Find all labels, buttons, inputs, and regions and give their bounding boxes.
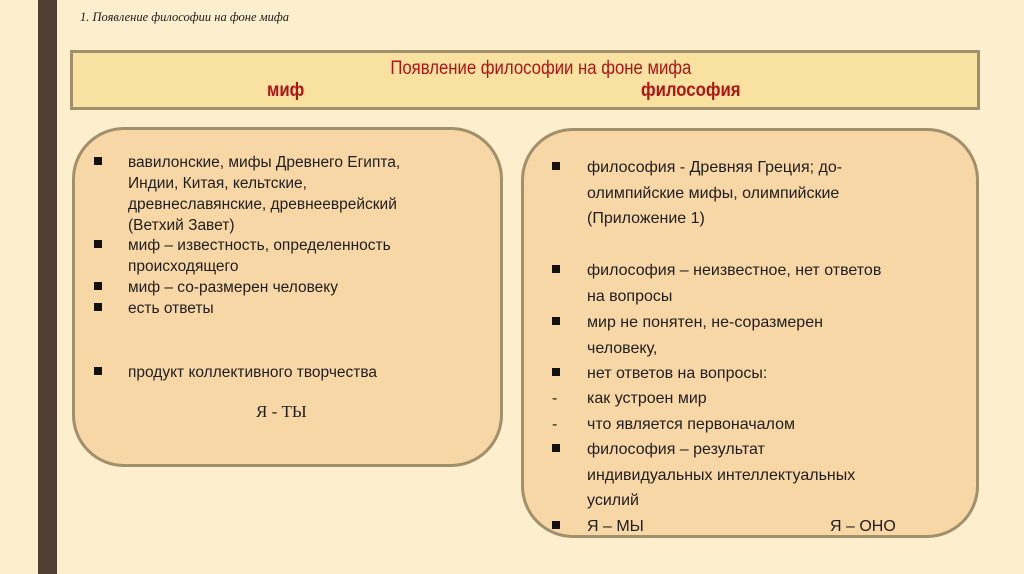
square-bullet-icon (552, 437, 572, 463)
item-line: философия – неизвестное, нет ответов (587, 262, 882, 279)
item-line: олимпийские мифы, олимпийские (587, 184, 840, 202)
item-line: есть ответы (128, 300, 214, 317)
header-title: Появление философии на фоне мифа (390, 58, 692, 79)
square-bullet-icon (94, 362, 114, 383)
item-line: как устроен мир (587, 390, 707, 407)
item-line: мир не понятен, не-соразмерен (587, 314, 823, 331)
square-bullet-icon (94, 298, 114, 319)
item-line: индивидуальных интеллектуальных (587, 466, 856, 484)
philosophy-sub-item (552, 386, 707, 412)
item-line: философия - Древняя Греция; до- (587, 159, 843, 176)
dash-bullet-icon: - (552, 416, 558, 433)
philosophy-list-item (587, 310, 823, 361)
item-line: (Приложение 1) (587, 210, 705, 227)
square-bullet-icon (94, 277, 114, 298)
item-line: вавилонские, мифы Древнего Египта, (128, 154, 401, 171)
myth-list-item (128, 277, 338, 298)
philosophy-pronoun-pair: Я – ОНО (830, 518, 896, 535)
square-bullet-icon (552, 258, 572, 284)
header-column-label-myth: миф (267, 80, 305, 101)
item-line: происходящего (128, 258, 239, 275)
item-line: Я – МЫ (587, 518, 644, 535)
item-line: усилий (587, 492, 639, 509)
philosophy-list-item (587, 361, 767, 387)
dash-bullet-icon: - (552, 390, 558, 407)
philosophy-list-item (587, 155, 842, 232)
item-line: человеку, (587, 339, 658, 357)
header-box (70, 50, 980, 110)
square-bullet-icon (552, 361, 572, 387)
square-bullet-icon (94, 235, 114, 256)
decorative-sidebar-bar (38, 0, 57, 574)
item-line: миф – известность, определенность (128, 237, 391, 254)
square-bullet-icon (552, 310, 572, 336)
item-line: что является первоначалом (587, 416, 795, 433)
square-bullet-icon (552, 155, 572, 181)
item-line: нет ответов на вопросы: (587, 365, 768, 382)
philosophy-list-item (587, 258, 881, 309)
item-line: на вопросы (587, 287, 673, 305)
header-column-label-philosophy: философия (641, 80, 741, 101)
slide-caption: 1. Появление философии на фоне мифа (80, 10, 290, 24)
item-line: древнеславянские, древнееврейский (128, 196, 397, 213)
square-bullet-icon (94, 152, 114, 173)
square-bullet-icon (552, 514, 572, 540)
myth-pronoun-pair: Я - ТЫ (256, 402, 307, 421)
philosophy-sub-item (552, 412, 795, 438)
philosophy-list-item (587, 437, 855, 514)
item-line: продукт коллективного творчества (128, 364, 378, 381)
myth-list-item (128, 235, 391, 277)
item-line: Индии, Китая, кельтские, (128, 175, 307, 192)
philosophy-list-item (587, 514, 644, 540)
myth-list-item (128, 362, 377, 383)
item-line: философия – результат (587, 441, 765, 458)
item-line: миф – со-размерен человеку (128, 279, 338, 296)
myth-list-item (128, 298, 214, 319)
myth-list-item (128, 152, 400, 236)
item-line: (Ветхий Завет) (128, 217, 235, 234)
